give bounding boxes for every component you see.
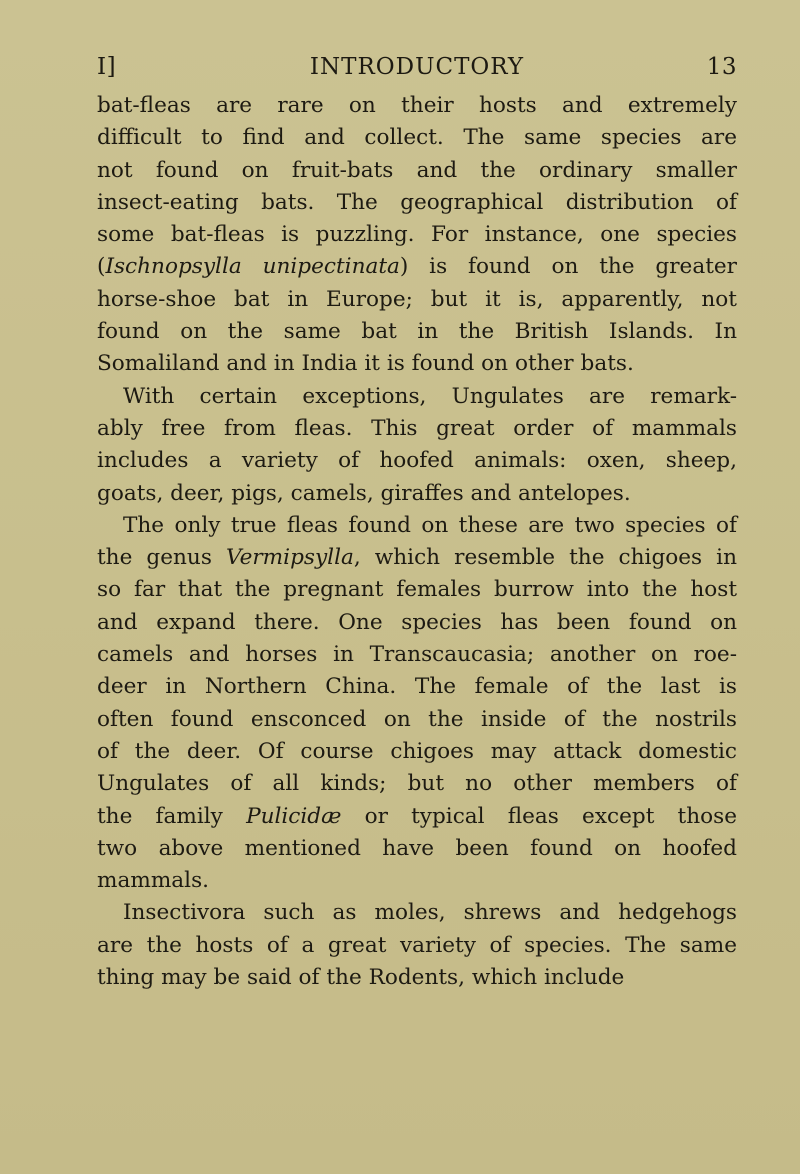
- chapter-title: INTRODUCTORY: [309, 54, 525, 80]
- text-line: the genus Vermipsylla, which resemble the chigoes in: [97, 545, 737, 571]
- page-number: 13: [706, 54, 737, 80]
- text-line: includes a variety of hoofed animals: oxen, sheep,: [97, 448, 737, 474]
- text-line: of the deer. Of course chigoes may attack domestic: [97, 738, 737, 764]
- text-line: thing may be said of the Rodents, which include: [97, 965, 625, 991]
- text-line: the family Pulicidæ or typical fleas except those: [97, 803, 737, 829]
- chapter-number: I]: [97, 54, 117, 80]
- text-line: mammals.: [97, 868, 210, 894]
- text-line: so far that the pregnant females burrow into the host: [97, 577, 737, 603]
- running-head: [97, 54, 737, 88]
- italic-term: Vermipsylla: [225, 545, 354, 571]
- text-line: Somaliland and in India it is found on other bats.: [97, 351, 634, 377]
- text-line: are the hosts of a great variety of species. The same: [97, 932, 737, 958]
- text-line: horse-shoe bat in Europe; but it is, apparently, not: [97, 286, 737, 312]
- text-line: not found on fruit-bats and the ordinary smaller: [97, 157, 737, 183]
- text-line: Ungulates of all kinds; but no other members of: [97, 771, 737, 797]
- text-line: deer in Northern China. The female of the last is: [97, 674, 737, 700]
- text-line: insect-eating bats. The geographical distribution of: [97, 189, 737, 215]
- body-text: [97, 90, 737, 994]
- text-line: camels and horses in Transcaucasia; another on roe-: [97, 642, 737, 668]
- text-line: two above mentioned have been found on hoofed: [97, 835, 737, 861]
- italic-term: Ischnopsylla unipectinata: [105, 254, 400, 280]
- text-line: found on the same bat in the British Islands. In: [97, 319, 737, 345]
- text-line: bat-fleas are rare on their hosts and extremely: [97, 93, 737, 118]
- text-line: often found ensconced on the inside of the nostrils: [97, 706, 737, 732]
- text-line: Insectivora such as moles, shrews and hedgehogs: [123, 900, 737, 926]
- text-line: (Ischnopsylla unipectinata) is found on the greater: [97, 254, 737, 280]
- text-line: ably free from fleas. This great order of mammals: [97, 415, 737, 441]
- text-line: With certain exceptions, Ungulates are remark-: [123, 383, 737, 409]
- italic-term: Pulicidæ: [246, 803, 342, 829]
- text-line: some bat-fleas is puzzling. For instance, one species: [97, 222, 737, 248]
- text-line: goats, deer, pigs, camels, giraffes and antelopes.: [97, 480, 631, 506]
- text-line: difficult to find and collect. The same species are: [97, 125, 737, 151]
- text-line: and expand there. One species has been found on: [97, 609, 737, 635]
- text-line: The only true fleas found on these are two species of: [123, 512, 737, 538]
